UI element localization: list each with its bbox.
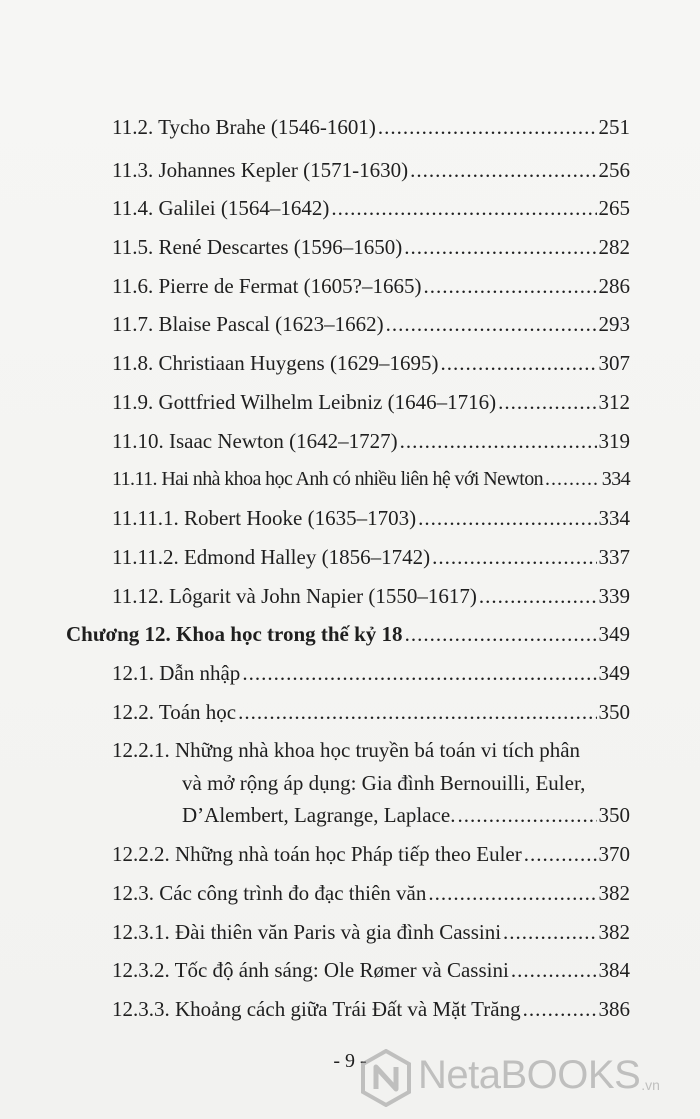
toc-entry-title: 11.11.2. Edmond Halley (1856–1742): [112, 545, 431, 569]
toc-entry-title: 11.7. Blaise Pascal (1623–1662): [112, 312, 384, 336]
toc-dot-leader: [238, 699, 596, 725]
toc-entry-title: Chương 12. Khoa học trong thế kỷ 18: [66, 622, 403, 646]
toc-entry: [112, 466, 630, 492]
watermark-brand: NetaBOOKS: [418, 1052, 641, 1097]
toc-entry-page: 349: [598, 661, 630, 685]
toc-dot-leader: [378, 114, 597, 140]
toc-dot-leader: [545, 466, 600, 492]
toc-entry-title: 11.5. René Descartes (1596–1650): [112, 235, 403, 259]
toc-entry-page: 350: [598, 803, 630, 827]
toc-entry: [112, 350, 630, 376]
watermark-suffix: .vn: [641, 1077, 660, 1093]
toc-dot-leader: [523, 996, 597, 1022]
toc-entry: [112, 583, 630, 609]
toc-entry-page: 349: [598, 622, 630, 646]
toc-entry: [182, 802, 630, 828]
toc-entry: [112, 114, 630, 140]
toc-entry-title: 11.2. Tycho Brahe (1546-1601): [112, 115, 376, 139]
toc-entry-title: 12.3.2. Tốc độ ánh sáng: Ole Rømer và Cassini: [112, 958, 509, 982]
toc-dot-leader: [331, 195, 596, 221]
toc-entry-title: 11.4. Galilei (1564–1642): [112, 196, 330, 220]
toc-entry: [112, 428, 630, 454]
toc-entry-page: 384: [598, 958, 630, 982]
toc-entry: [112, 957, 630, 983]
page-number: - 9 -: [333, 1050, 367, 1072]
toc-entry-page: 334: [598, 506, 630, 530]
toc-entry-page: 337: [598, 545, 630, 569]
toc-entry: [112, 841, 630, 867]
toc-chapter-heading: [66, 621, 630, 647]
toc-entry: [112, 311, 630, 337]
toc-entry: [112, 660, 630, 686]
toc-entry-page: 319: [598, 429, 630, 453]
toc-entry: [112, 273, 630, 299]
toc-dot-leader: [410, 157, 596, 183]
toc-entry: [112, 195, 630, 221]
toc-dot-leader: [498, 389, 596, 415]
toc-dot-leader: [404, 234, 596, 260]
toc-dot-leader: [440, 350, 596, 376]
toc-entry: [112, 699, 630, 725]
toc-entry-title: 11.11.1. Robert Hooke (1635–1703): [112, 506, 417, 530]
toc-dot-leader: [503, 919, 596, 945]
toc-dot-leader: [418, 505, 596, 531]
toc-entry-line: 12.2.1. Những nhà khoa học truyền bá toán vi tích phân: [112, 738, 581, 762]
toc-entry-title: 12.2.2. Những nhà toán học Pháp tiếp theo Euler: [112, 842, 522, 866]
toc-entry: [112, 919, 630, 945]
toc-entry-page: 312: [598, 390, 630, 414]
toc-entry-page: 386: [598, 997, 630, 1021]
toc-entry-title: D’Alembert, Lagrange, Laplace.: [182, 803, 456, 827]
toc-entry-page: 286: [598, 274, 630, 298]
toc-entry: [112, 880, 630, 906]
toc-dot-leader: [386, 311, 597, 337]
toc-entry: [112, 505, 630, 531]
toc-entry: [112, 996, 630, 1022]
toc-dot-leader: [428, 880, 596, 906]
toc-entry-title: 11.12. Lôgarit và John Napier (1550–1617): [112, 584, 477, 608]
watermark: [360, 1043, 700, 1107]
toc-dot-leader: [400, 428, 597, 454]
toc-entry-page: 256: [598, 158, 630, 182]
toc-dot-leader: [242, 660, 596, 686]
toc-entry: [112, 157, 630, 183]
toc-entry-page: 370: [598, 842, 630, 866]
toc-entry-title: 11.9. Gottfried Wilhelm Leibniz (1646–1716): [112, 390, 497, 414]
toc-entry-title: 12.3.3. Khoảng cách giữa Trái Đất và Mặt Trăng: [112, 997, 521, 1021]
toc-entry-page: 350: [598, 700, 630, 724]
toc-entry-title: 11.10. Isaac Newton (1642–1727): [112, 429, 398, 453]
toc-entry-page: 382: [598, 920, 630, 944]
toc-entry-page: 282: [598, 235, 630, 259]
toc-entry-page: 334: [601, 468, 630, 490]
toc-dot-leader: [432, 544, 596, 570]
toc-dot-leader: [511, 957, 597, 983]
toc-entry-title: 12.3. Các công trình đo đạc thiên văn: [112, 881, 427, 905]
toc-entry-title: 11.8. Christiaan Huygens (1629–1695): [112, 351, 439, 375]
toc-entry-title: 12.1. Dẫn nhập: [112, 661, 241, 685]
toc-entry-title: 12.2. Toán học: [112, 700, 237, 724]
toc-entry-page: 382: [598, 881, 630, 905]
toc-entry-title: 11.6. Pierre de Fermat (1605?–1665): [112, 274, 422, 298]
toc-entry-page: 339: [598, 584, 630, 608]
toc-entry-page: 251: [598, 115, 630, 139]
toc-entry-title: 12.3.1. Đài thiên văn Paris và gia đình Cassini: [112, 920, 502, 944]
neta-hexagon-n-icon: [360, 1049, 412, 1101]
toc-dot-leader: [423, 273, 596, 299]
toc-dot-leader: [524, 841, 597, 867]
toc-entry: [112, 389, 630, 415]
toc-dot-leader: [479, 583, 597, 609]
toc-dot-leader: [457, 802, 596, 828]
toc-entry: [112, 234, 630, 260]
toc-entry-multiline: [112, 734, 630, 800]
toc-entry-page: 265: [598, 196, 630, 220]
toc-dot-leader: [405, 621, 597, 647]
toc-entry-page: 293: [598, 312, 630, 336]
toc-entry-page: 307: [598, 351, 630, 375]
toc-entry-title: 11.11. Hai nhà khoa học Anh có nhiều liên hệ với Newton: [112, 468, 543, 490]
toc-entry-line: và mở rộng áp dụng: Gia đình Bernouilli, Euler,: [182, 771, 586, 795]
toc-entry: [112, 544, 630, 570]
toc-entry-title: 11.3. Johannes Kepler (1571-1630): [112, 158, 409, 182]
